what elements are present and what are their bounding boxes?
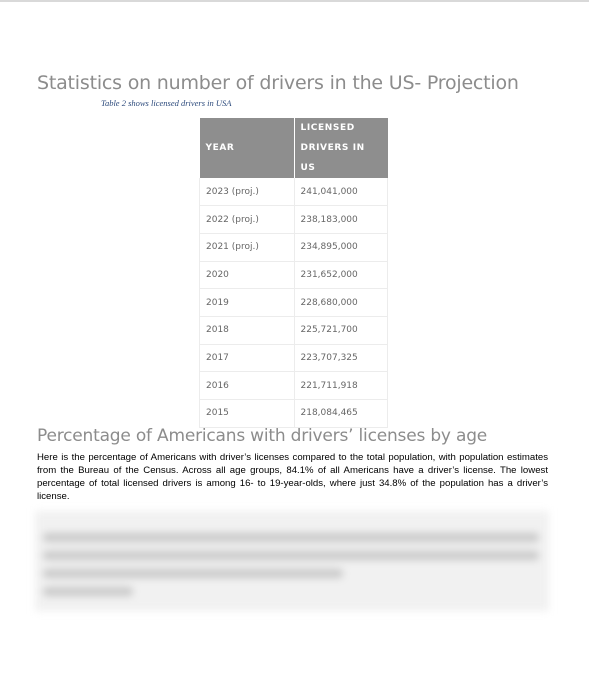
year-cell: 2015 bbox=[200, 400, 295, 428]
licensed-drivers-table bbox=[199, 118, 388, 428]
blurred-line bbox=[43, 569, 343, 578]
drivers-cell: 234,895,000 bbox=[294, 233, 388, 261]
table-row bbox=[200, 261, 388, 289]
header-licensed-line2: DRIVERS IN US bbox=[300, 143, 365, 173]
year-cell: 2018 bbox=[200, 316, 295, 344]
top-divider bbox=[0, 0, 589, 2]
table-row bbox=[200, 372, 388, 400]
drivers-cell: 228,680,000 bbox=[294, 289, 388, 317]
drivers-cell: 223,707,325 bbox=[294, 344, 388, 372]
year-cell: 2023 (proj.) bbox=[200, 178, 295, 206]
table-row bbox=[200, 400, 388, 428]
drivers-cell: 221,711,918 bbox=[294, 372, 388, 400]
year-cell: 2021 (proj.) bbox=[200, 233, 295, 261]
drivers-cell: 241,041,000 bbox=[294, 178, 388, 206]
table-row bbox=[200, 233, 388, 261]
table-row bbox=[200, 316, 388, 344]
table-caption: Table 2 shows licensed drivers in USA bbox=[101, 98, 232, 108]
drivers-cell: 238,183,000 bbox=[294, 206, 388, 234]
table-row bbox=[200, 206, 388, 234]
header-year: YEAR bbox=[200, 118, 295, 178]
table-header-row bbox=[200, 118, 388, 178]
blurred-line bbox=[43, 533, 539, 542]
year-cell: 2016 bbox=[200, 372, 295, 400]
header-licensed-drivers bbox=[294, 118, 388, 178]
drivers-cell: 231,652,000 bbox=[294, 261, 388, 289]
year-cell: 2019 bbox=[200, 289, 295, 317]
year-cell: 2020 bbox=[200, 261, 295, 289]
year-cell: 2017 bbox=[200, 344, 295, 372]
blurred-line bbox=[43, 551, 539, 560]
table-row bbox=[200, 289, 388, 317]
header-licensed-line1: LICENSED bbox=[300, 123, 355, 133]
section-heading-age: Percentage of Americans with drivers’ licenses by age bbox=[37, 426, 488, 446]
blurred-content-region bbox=[35, 511, 549, 611]
year-cell: 2022 (proj.) bbox=[200, 206, 295, 234]
blurred-line bbox=[43, 587, 133, 596]
section-heading-projection: Statistics on number of drivers in the US- Projection bbox=[37, 72, 519, 94]
table-row bbox=[200, 178, 388, 206]
body-paragraph: Here is the percentage of Americans with driver’s licenses compared to the total population, with population estimates from the Bureau of the Census. Across all age groups, 84.1% of all Americans have a driver’s license. The lowest percentage of total licensed drivers is among 16- to 19-year-olds, where just 34.8% of the population has a driver’s license. bbox=[37, 452, 548, 502]
table-row bbox=[200, 344, 388, 372]
drivers-cell: 225,721,700 bbox=[294, 316, 388, 344]
drivers-cell: 218,084,465 bbox=[294, 400, 388, 428]
